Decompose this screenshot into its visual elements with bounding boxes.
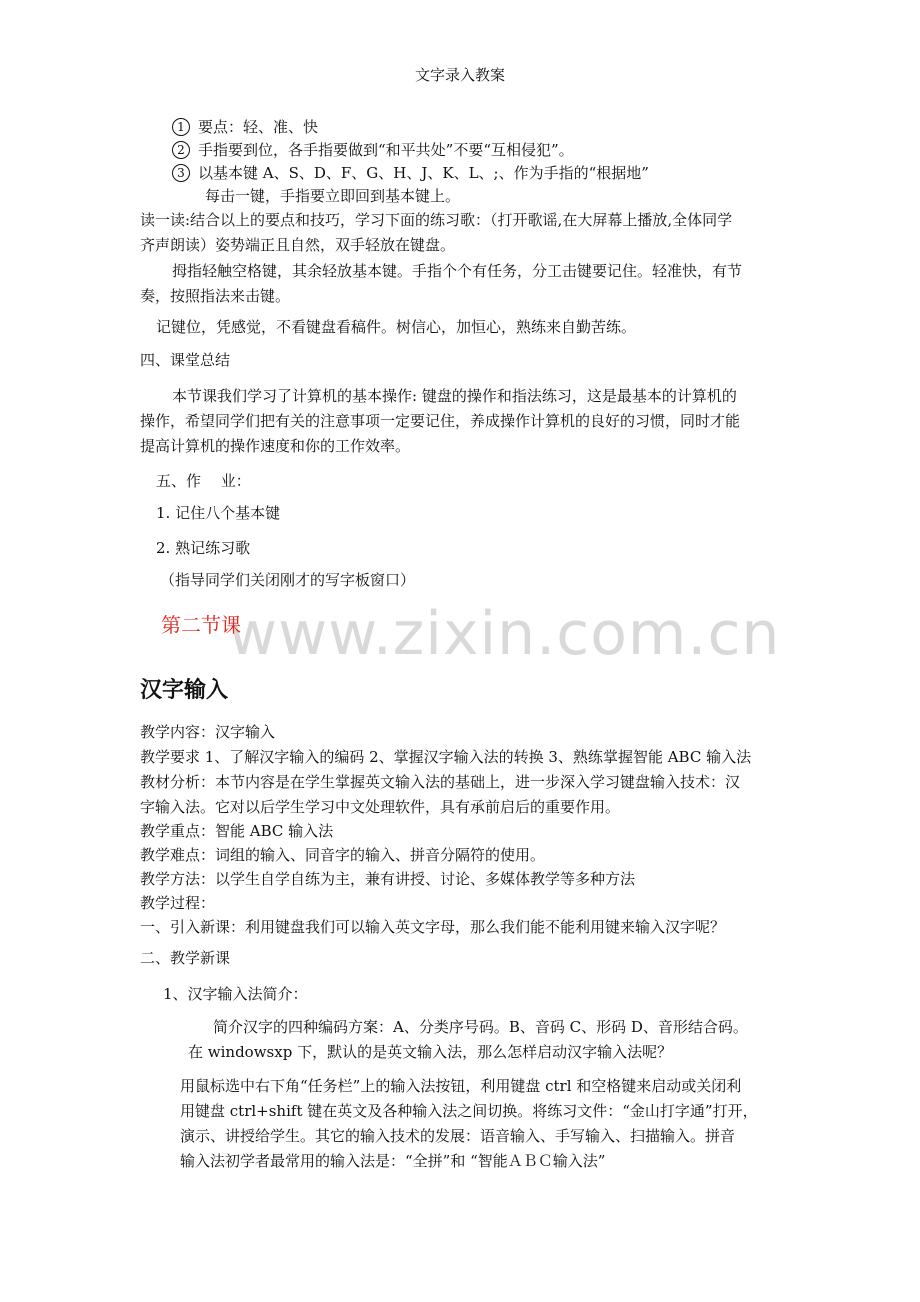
- intro-line-3: 用鼠标选中右下角“任务栏”上的输入法按钮，利用键盘 ctrl 和空格键来启动或关闭利: [180, 1077, 742, 1095]
- intro-line-4: 用键盘 ctrl+shift 键在英文及各种输入法之间切换。将练习文件：“金山打字通”打开，: [180, 1102, 758, 1120]
- info-new-lesson: 二、教学新课: [140, 949, 231, 967]
- watermark: www.zixin.com.cn: [228, 599, 781, 669]
- homework-item-1: 1. 记住八个基本键: [156, 504, 281, 522]
- intro-line-5: 演示、讲授给学生。其它的输入技术的发展：语音输入、手写输入、扫描输入。拼音: [180, 1127, 736, 1145]
- lesson-two-label: 第二节课: [161, 613, 241, 637]
- info-analysis-1: 教材分析：本节内容是在学生掌握英文输入法的基础上，进一步深入学习键盘输入技术：汉: [140, 773, 741, 791]
- info-difficulty: 教学难点：词组的输入、同音字的输入、拼音分隔符的使用。: [140, 846, 546, 864]
- page-header: 文字录入教案: [414, 66, 505, 84]
- key-point-text: 要点：轻、准、快: [198, 118, 319, 136]
- info-requirements: 教学要求 1、了解汉字输入的编码 2、掌握汉字输入法的转换 3、熟练掌握智能 ABC 输入法: [140, 748, 752, 766]
- intro-line-2: 在 windowsxp 下，默认的是英文输入法，那么怎样启动汉字输入法呢？: [188, 1043, 673, 1061]
- paragraph-return: 每击一键，手指要立即回到基本键上。: [205, 187, 461, 205]
- homework-item-2: 2. 熟记练习歌: [156, 539, 251, 557]
- circled-number: 1: [172, 118, 190, 136]
- key-point-text: 手指要到位，各手指要做到“和平共处”不要“互相侵犯”。: [198, 141, 574, 159]
- song-line-3: 记键位，凭感觉，不看键盘看稿件。树信心，加恒心，熟练来自勤苦练。: [156, 318, 637, 336]
- page-title: 汉字输入: [140, 678, 229, 703]
- info-method: 教学方法：以学生自学自练为主，兼有讲授、讨论、多媒体教学等多种方法: [140, 870, 636, 888]
- info-analysis-2: 字输入法。它对以后学生学习中文处理软件，具有承前启后的重要作用。: [140, 798, 621, 816]
- summary-line-3: 提高计算机的操作速度和你的工作效率。: [140, 437, 411, 455]
- info-subheading-1: 1、汉字输入法简介：: [163, 985, 308, 1003]
- intro-line-6: 输入法初学者最常用的输入法是：“全拼”和 “智能ＡＢＣ输入法”: [180, 1152, 606, 1170]
- circled-number: 2: [172, 141, 190, 159]
- intro-line-1: 简介汉字的四种编码方案：A、分类序号码。B、音码 C、形码 D、音形结合码。: [213, 1018, 748, 1036]
- summary-line-2: 操作，希望同学们把有关的注意事项一定要记住，养成操作计算机的良好的习惯，同时才能: [140, 412, 741, 430]
- info-content: 教学内容：汉字输入: [140, 723, 276, 741]
- key-point-text: 以基本键 A、S、D、F、G、H、J、K、L、;、作为手指的“根据地”: [198, 164, 649, 182]
- song-line-1: 拇指轻触空格键，其余轻放基本键。手指个个有任务，分工击键要记住。轻准快，有节: [172, 262, 743, 280]
- info-intro: 一、引入新课：利用键盘我们可以输入英文字母，那么我们能不能利用键来输入汉字呢？: [140, 918, 726, 936]
- info-key-point: 教学重点：智能 ABC 输入法: [140, 822, 334, 840]
- circled-number: 3: [172, 164, 190, 182]
- homework-note: （指导同学们关闭刚才的写字板窗口）: [160, 571, 416, 589]
- read-line-2: 齐声朗读）姿势端正且自然，双手轻放在键盘。: [140, 236, 456, 254]
- song-line-2: 奏，按照指法来击键。: [140, 287, 291, 305]
- section-homework-title: 五、作 业：: [156, 472, 251, 490]
- section-summary-title: 四、课堂总结: [140, 351, 231, 369]
- info-process: 教学过程：: [140, 894, 216, 912]
- summary-line-1: 本节课我们学习了计算机的基本操作: 键盘的操作和指法练习，这是最基本的计算机的: [172, 387, 737, 405]
- read-line-1: 读一读:结合以上的要点和技巧，学习下面的练习歌：（打开歌谣,在大屏幕上播放,全体同学: [140, 211, 733, 229]
